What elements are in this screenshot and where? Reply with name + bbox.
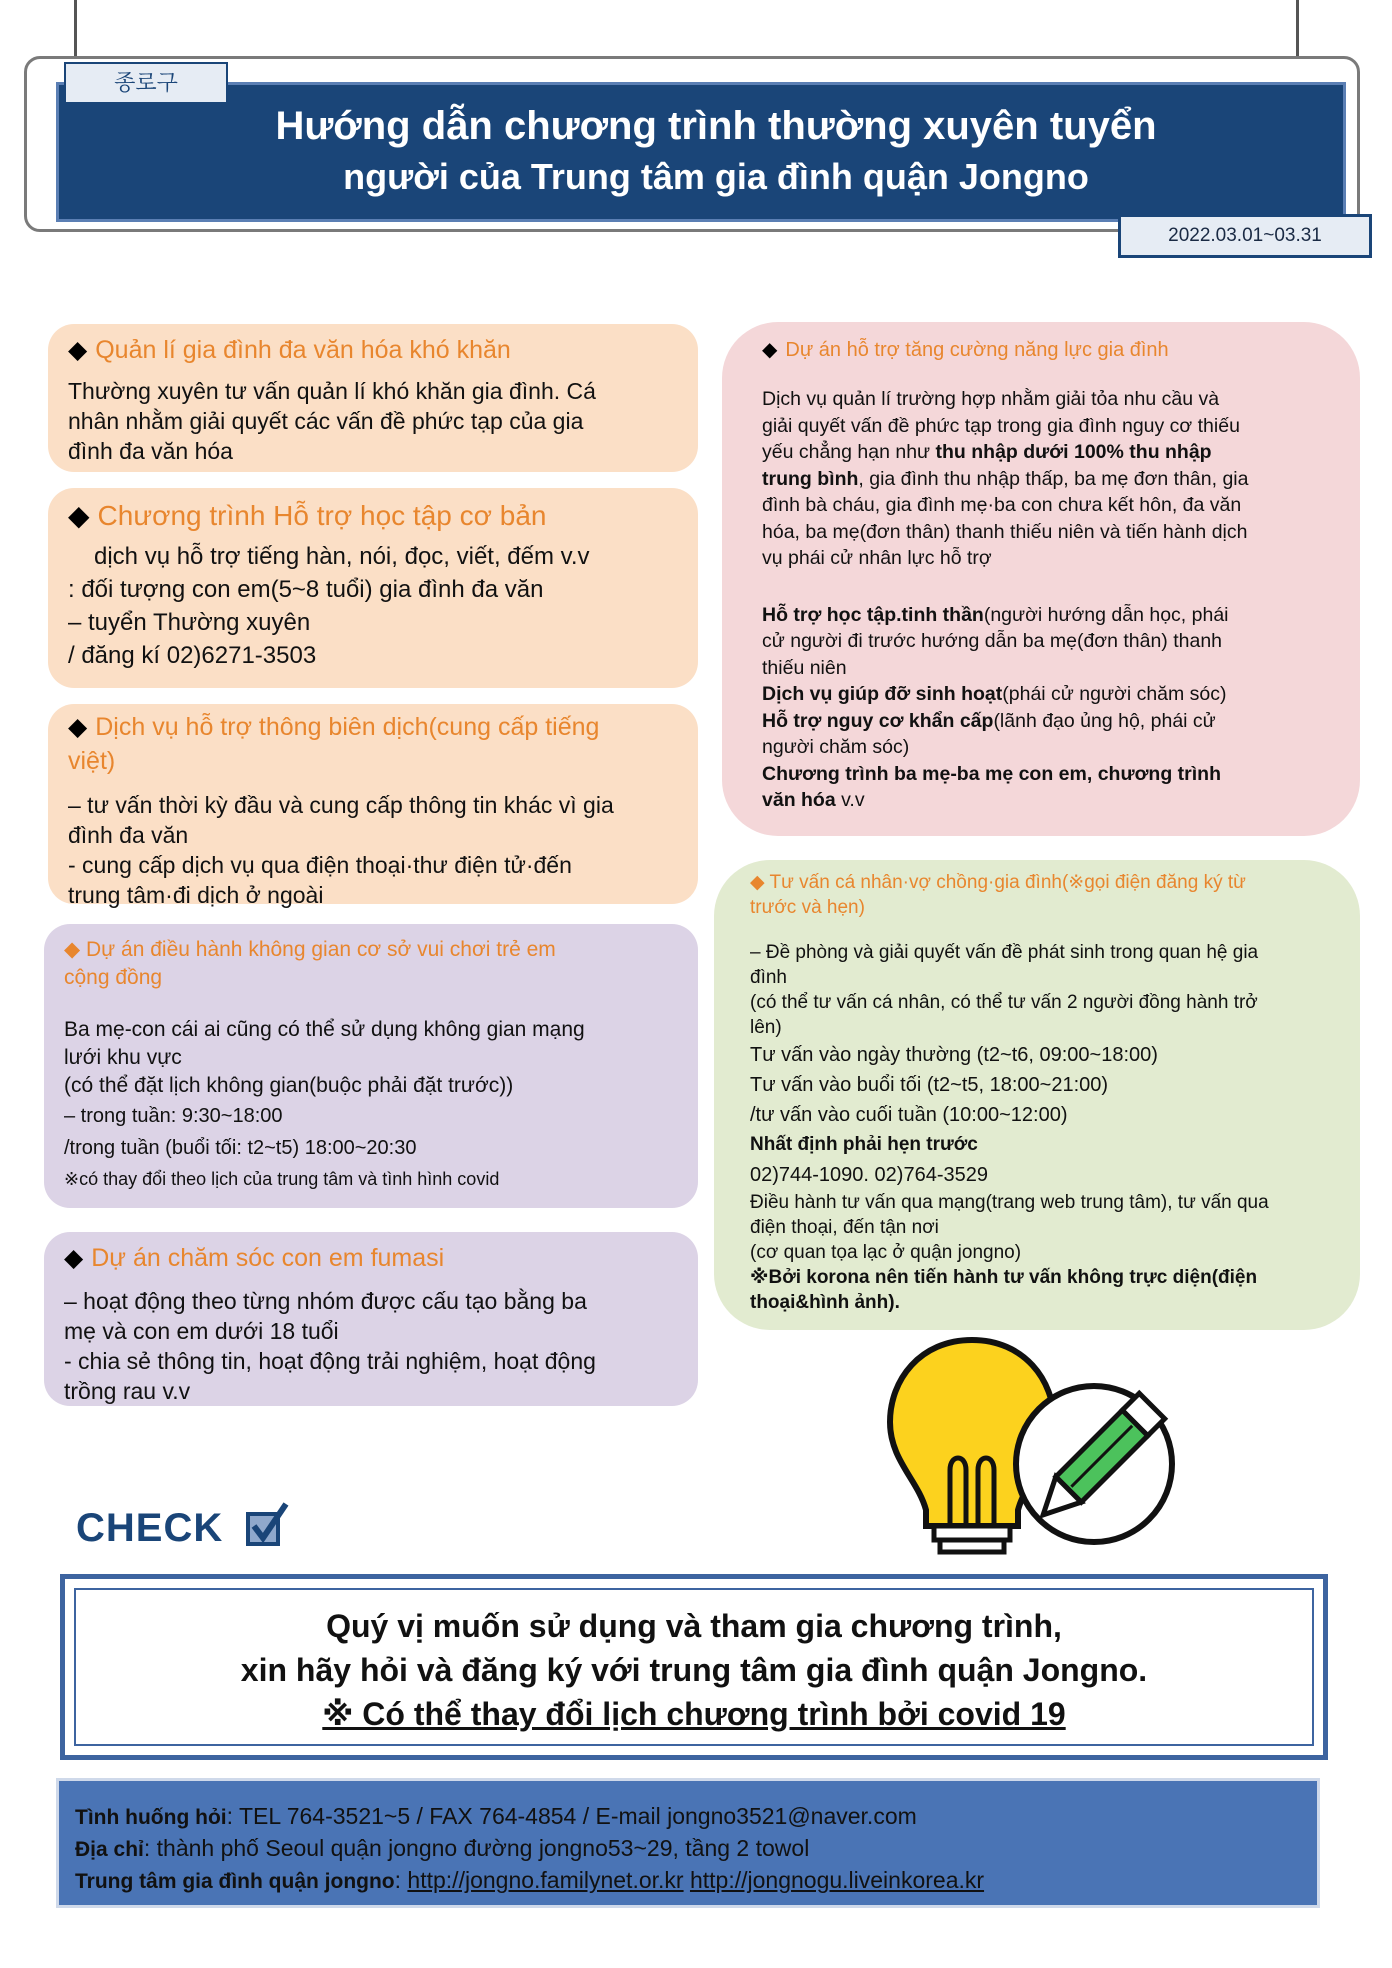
body-line: Tư vấn vào buổi tối (t2~t5, 18:00~21:00) [750,1074,1109,1096]
address-label: Địa chỉ [75,1838,144,1861]
card-translation-service [48,704,698,908]
body-line: hóa, ba mẹ(đơn thân) thanh thiếu niên và tiến hành dịch [762,520,1248,543]
body-line: giải quyết vấn đề phức tạp trong gia đình nguy cơ thiếu [762,414,1240,437]
body-line: ※có thay đổi theo lịch của trung tâm và tình hình covid [64,1169,500,1189]
card-title-text: Quản lí gia đình đa văn hóa khó khăn [95,336,511,364]
card-fumasi-childcare [44,1232,698,1406]
body-line: vụ phái cử nhân lực hỗ trợ [762,547,992,569]
body-line: – trong tuần: 9:30~18:00 [64,1105,283,1127]
body-text-bold: Hỗ trợ nguy cơ khẩn cấp [762,709,994,732]
card-body [64,1286,678,1406]
diamond-bullet-icon: ◆ [64,1244,84,1272]
body-line: Dịch vụ quản lí trường hợp nhằm giải tỏa nhu cầu và [762,388,1220,410]
diamond-bullet-icon: ◆ [68,713,88,741]
lightbulb-pencil-icon [880,1330,1180,1562]
body-text: yếu chẳng hạn như [762,441,936,463]
checkbox-checked-icon [244,1500,290,1550]
body-line [762,708,1320,735]
card-title-text: Dịch vụ hỗ trợ thông biên dịch(cung cấp tiếng [95,713,600,741]
body-line: đình đa văn hóa [68,438,233,464]
card-title [64,936,678,992]
card-title [762,336,1320,364]
diamond-bullet-icon: ◆ [64,938,86,961]
diamond-bullet-icon: ◆ [762,339,778,361]
body-line: lưới khu vực [64,1046,182,1069]
body-line [762,466,1320,493]
card-title-text: Dự án điều hành không gian cơ sở vui chơi trẻ em [85,938,556,961]
card-title [68,496,678,536]
body-line: trồng rau v.v [64,1378,191,1404]
website-line [75,1865,1301,1897]
card-title-text: Dự án hỗ trợ tăng cường năng lực gia đình [785,339,1169,361]
body-line: (có thể đặt lịch không gian(buộc phải đặt trước)) [64,1074,514,1097]
body-line: dịch vụ hỗ trợ tiếng hàn, nói, đọc, viết, đếm v.v [94,543,590,570]
liveinkorea-link[interactable]: http://jongnogu.liveinkorea.kr [689,1867,985,1893]
body-line: – hoạt động theo từng nhóm được cấu tạo bằng ba [64,1288,587,1314]
card-personal-family-counseling [714,860,1360,1330]
diamond-bullet-icon: ◆ [68,336,88,364]
address-value: : thành phố Seoul quận jongno đường jongno53~29, tầng 2 towol [143,1835,810,1861]
title-line-2: người của Trung tâm gia đình quận Jongno [343,156,1089,197]
header-frame-line-left [74,0,77,60]
card-title-text: Dự án chăm sóc con em fumasi [91,1244,445,1272]
body-line: cử người đi trước hướng dẫn ba mẹ(đơn thân) thanh [762,630,1223,652]
check-heading: CHECK [76,1506,224,1550]
body-line: - chia sẻ thông tin, hoạt động trải nghiệm, hoạt động [64,1348,596,1374]
body-line: nhân nhằm giải quyết các vấn đề phức tạp của gia [68,408,584,434]
title-line-1: Hướng dẫn chương trình thường xuyên tuyển [275,104,1157,148]
body-line: trung tâm·đi dịch ở ngoài [68,882,324,908]
body-text: , gia đình thu nhập thấp, ba mẹ đơn thân, gia [858,467,1249,490]
body-line: : đối tượng con em(5~8 tuổi) gia đình đa văn [68,576,544,603]
body-line: điện thoại, đến tận nơi [750,1217,939,1238]
body-line: mẹ và con em dưới 18 tuổi [64,1318,339,1344]
body-line: Ba mẹ-con cái ai cũng có thể sử dụng không gian mạng [64,1018,585,1041]
covid-note: thoại&hình ảnh). [750,1292,900,1313]
card-title-text: ◆ Tư vấn cá nhân·vợ chồng·gia đình(※gọi điện đăng ký từ [750,872,1246,893]
body-line [762,602,1320,629]
card-body [750,940,1330,1315]
card-title [68,710,678,778]
body-text-bold: trung bình [762,467,859,490]
body-line: thiếu niên [762,656,847,679]
body-line: /trong tuần (buổi tối: t2~t5) 18:00~20:30 [64,1137,417,1159]
phone-numbers: 02)744-1090. 02)764-3529 [750,1164,988,1186]
contact-label: Tình huống hỏi [75,1806,227,1829]
diamond-bullet-icon: ◆ [68,500,90,531]
body-line: đình [750,967,787,988]
body-text: (phái cử người chăm sóc) [1002,683,1227,705]
body-text-bold: thu nhập dưới 100% thu nhập [935,441,1212,463]
body-line: Thường xuyên tư vấn quản lí khó khăn gia đình. Cá [68,378,596,404]
notice-covid-line: ※ Có thể thay đổi lịch chương trình bởi covid 19 [322,1696,1066,1732]
contact-line [75,1801,1301,1833]
address-line [75,1833,1301,1865]
body-line: /tư vấn vào cuối tuần (10:00~12:00) [750,1104,1068,1126]
card-title-text: việt) [68,747,116,775]
card-body [762,386,1320,814]
body-line: – tư vấn thời kỳ đầu và cung cấp thông tin khác vì gia [68,792,614,818]
body-text: (người hướng dẫn học, phái [983,603,1229,626]
notice-line-2: xin hãy hỏi và đăng ký với trung tâm gia đình quận Jongno. [240,1652,1148,1688]
body-text: v.v [835,789,865,811]
body-line: / đăng kí 02)6271-3503 [68,642,317,669]
center-label: Trung tâm gia đình quận jongno [75,1870,395,1893]
body-text-bold: văn hóa [762,789,836,811]
registration-notice [60,1574,1328,1760]
body-line: đình bà cháu, gia đình mẹ·ba con chưa kết hôn, đa văn [762,494,1242,516]
body-line [762,787,1320,814]
card-basic-learning-support [48,488,698,688]
body-line: người chăm sóc) [762,736,910,758]
body-line: lên) [750,1017,782,1038]
body-text: (lãnh đạo ủng hộ, phái cử [993,709,1216,732]
body-line: đình đa văn [68,822,189,848]
covid-note: ※Bởi korona nên tiến hành tư vấn không trực diện(điện [750,1267,1258,1288]
header-frame-line-right [1296,0,1299,60]
card-body [64,1016,678,1194]
card-children-play-space [44,924,698,1208]
card-title [64,1240,678,1276]
card-title [68,332,678,368]
notice-line-1: Quý vị muốn sử dụng và tham gia chương trình, [326,1608,1062,1644]
district-tag: 종로구 [64,62,228,104]
registration-notice-inner [74,1588,1314,1746]
card-title-text: Chương trình Hỗ trợ học tập cơ bản [97,500,547,531]
date-range-badge: 2022.03.01~03.31 [1118,214,1372,258]
contact-footer [56,1778,1320,1908]
body-line: – tuyển Thường xuyên [68,609,311,636]
card-body [68,790,678,910]
body-line: (cơ quan tọa lạc ở quận jongno) [750,1242,1022,1263]
card-family-capacity-support [722,322,1360,836]
body-line: Điều hành tư vấn qua mạng(trang web trung tâm), tư vấn qua [750,1192,1269,1213]
familynet-link[interactable]: http://jongno.familynet.or.kr [407,1867,684,1893]
card-multicultural-family-management [48,324,698,472]
body-text-bold: Dịch vụ giúp đỡ sinh hoạt [762,683,1003,705]
body-line: – Đề phòng và giải quyết vấn đề phát sinh trong quan hệ gia [750,942,1259,963]
body-text-bold: Hỗ trợ học tập.tinh thần [762,603,984,626]
card-body [68,540,678,672]
contact-value: : TEL 764-3521~5 / FAX 764-4854 / E-mail jongno3521@naver.com [226,1803,917,1829]
card-body [68,376,678,466]
body-line [762,681,1320,708]
page-title [56,100,1376,202]
card-title-text: cộng đồng [64,966,163,989]
card-title [750,870,1330,920]
center-separator: : [394,1867,408,1893]
must-book-note: Nhất định phải hẹn trước [750,1134,978,1155]
body-line: Tư vấn vào ngày thường (t2~t6, 09:00~18:00) [750,1044,1158,1066]
body-line: - cung cấp dịch vụ qua điện thoại·thư điện tử·đến [68,852,572,878]
body-line: Chương trình ba mẹ-ba mẹ con em, chương trình [762,762,1221,785]
card-title-text: trước và hẹn) [750,897,865,918]
body-line [762,439,1320,466]
body-line: (có thể tư vấn cá nhân, có thể tư vấn 2 người đồng hành trở [750,992,1258,1013]
